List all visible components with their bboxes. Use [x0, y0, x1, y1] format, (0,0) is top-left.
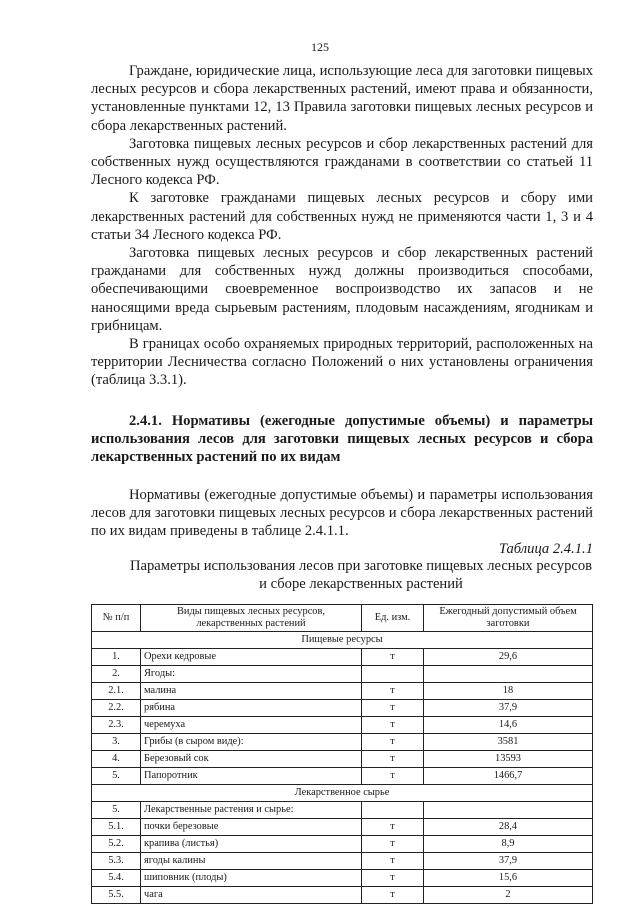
- section-row: [92, 785, 593, 802]
- cell-unit: т: [362, 751, 424, 768]
- table-row: [92, 649, 593, 666]
- table-row: [92, 836, 593, 853]
- table-row: [92, 853, 593, 870]
- cell-unit: [362, 666, 424, 683]
- cell-name: малина: [141, 683, 362, 700]
- table-row: [92, 768, 593, 785]
- cell-value: 28,4: [424, 819, 593, 836]
- table-row: [92, 870, 593, 887]
- cell-name: Березовый сок: [141, 751, 362, 768]
- header-name: Виды пищевых лесных ресурсов, лекарственных растений: [141, 605, 362, 632]
- cell-value: 13593: [424, 751, 593, 768]
- cell-unit: т: [362, 717, 424, 734]
- table-label: Таблица 2.4.1.1: [498, 541, 593, 558]
- cell-name: Грибы (в сыром виде):: [141, 734, 362, 751]
- cell-value: 2: [424, 887, 593, 904]
- cell-value: 29,6: [424, 649, 593, 666]
- paragraph: К заготовке гражданами пищевых лесных ресурсов и сбору ими лекарственных растений для собственных нужд не применяются части 1, 3 и 4 статьи 34 Лесного кодекса РФ.: [91, 190, 593, 243]
- section-medicinal: Лекарственное сырье: [92, 785, 593, 802]
- cell-unit: т: [362, 649, 424, 666]
- cell-unit: т: [362, 853, 424, 870]
- table-row: [92, 734, 593, 751]
- paragraph: Заготовка пищевых лесных ресурсов и сбор лекарственных растений гражданами для собственных нужд должны производиться способами, обеспечивающими своевременное воспроизводство их запасов и не наносящими вреда сырьевым растениям, плодовым насаждениям, ягодникам и грибницам.: [91, 245, 593, 334]
- cell-name: Лекарственные растения и сырье:: [141, 802, 362, 819]
- table-header-row: [92, 605, 593, 632]
- section-paragraph: Нормативы (ежегодные допустимые объемы) и параметры использования лесов для заготовки пищевых лесных ресурсов и сбора лекарственных растений по их видам приведены в таблице 2.4.1.1.: [91, 486, 593, 540]
- cell-name: шиповник (плоды): [141, 870, 362, 887]
- cell-unit: т: [362, 734, 424, 751]
- cell-unit: [362, 802, 424, 819]
- cell-value: 18: [424, 683, 593, 700]
- cell-num: 5.: [92, 802, 141, 819]
- document-body: [91, 62, 593, 904]
- cell-value: 37,9: [424, 700, 593, 717]
- cell-value: [424, 666, 593, 683]
- resources-table: [91, 604, 593, 904]
- cell-num: 5.4.: [92, 870, 141, 887]
- cell-num: 2.1.: [92, 683, 141, 700]
- cell-value: 14,6: [424, 717, 593, 734]
- header-value: Ежегодный допустимый объем заготовки: [424, 605, 593, 632]
- header-unit: Ед. изм.: [362, 605, 424, 632]
- header-num: № п/п: [92, 605, 141, 632]
- table-row: [92, 683, 593, 700]
- page-number: 125: [311, 40, 329, 54]
- cell-value: 8,9: [424, 836, 593, 853]
- cell-num: 2.3.: [92, 717, 141, 734]
- section-heading: 2.4.1. Нормативы (ежегодные допустимые объемы) и параметры использования лесов для заготовки пищевых лесных ресурсов и сбора лекарственных растений по их видам: [91, 412, 593, 466]
- cell-name: Папоротник: [141, 768, 362, 785]
- table-row: [92, 802, 593, 819]
- paragraph: Граждане, юридические лица, использующие леса для заготовки пищевых лесных ресурсов и сбора лекарственных растений, имеют права и обязанности, установленные пунктами 12, 13 Правила заготовки пищевых лесных ресурсов и сбора лекарственных растений.: [91, 63, 593, 134]
- cell-num: 2.: [92, 666, 141, 683]
- cell-name: почки березовые: [141, 819, 362, 836]
- section-food: Пищевые ресурсы: [92, 632, 593, 649]
- cell-name: Орехи кедровые: [141, 649, 362, 666]
- table-title: Параметры использования лесов при заготовке пищевых лесных ресурсов и сборе лекарственных растений: [129, 558, 593, 592]
- cell-name: рябина: [141, 700, 362, 717]
- cell-num: 3.: [92, 734, 141, 751]
- cell-unit: т: [362, 819, 424, 836]
- cell-num: 5.5.: [92, 887, 141, 904]
- table-row: [92, 700, 593, 717]
- cell-name: крапива (листья): [141, 836, 362, 853]
- cell-value: [424, 802, 593, 819]
- cell-name: ягоды калины: [141, 853, 362, 870]
- cell-num: 4.: [92, 751, 141, 768]
- cell-value: 37,9: [424, 853, 593, 870]
- table-row: [92, 751, 593, 768]
- table-row: [92, 887, 593, 904]
- cell-unit: т: [362, 887, 424, 904]
- cell-num: 2.2.: [92, 700, 141, 717]
- cell-unit: т: [362, 836, 424, 853]
- section-row: [92, 632, 593, 649]
- paragraph: Заготовка пищевых лесных ресурсов и сбор лекарственных растений для собственных нужд осуществляются гражданами в соответствии со статьей 11 Лесного кодекса РФ.: [91, 135, 593, 189]
- cell-name: черемуха: [141, 717, 362, 734]
- cell-name: чага: [141, 887, 362, 904]
- cell-num: 5.: [92, 768, 141, 785]
- table-row: [92, 666, 593, 683]
- cell-value: 1466,7: [424, 768, 593, 785]
- cell-num: 5.2.: [92, 836, 141, 853]
- cell-value: 3581: [424, 734, 593, 751]
- cell-unit: т: [362, 700, 424, 717]
- cell-unit: т: [362, 683, 424, 700]
- table-row: [92, 717, 593, 734]
- cell-value: 15,6: [424, 870, 593, 887]
- paragraph: В границах особо охраняемых природных территорий, расположенных на территории Лесничества согласно Положений о них установлены ограничения (таблица 3.3.1).: [91, 336, 593, 389]
- cell-num: 1.: [92, 649, 141, 666]
- cell-num: 5.3.: [92, 853, 141, 870]
- cell-name: Ягоды:: [141, 666, 362, 683]
- cell-num: 5.1.: [92, 819, 141, 836]
- cell-unit: т: [362, 768, 424, 785]
- table-row: [92, 819, 593, 836]
- cell-unit: т: [362, 870, 424, 887]
